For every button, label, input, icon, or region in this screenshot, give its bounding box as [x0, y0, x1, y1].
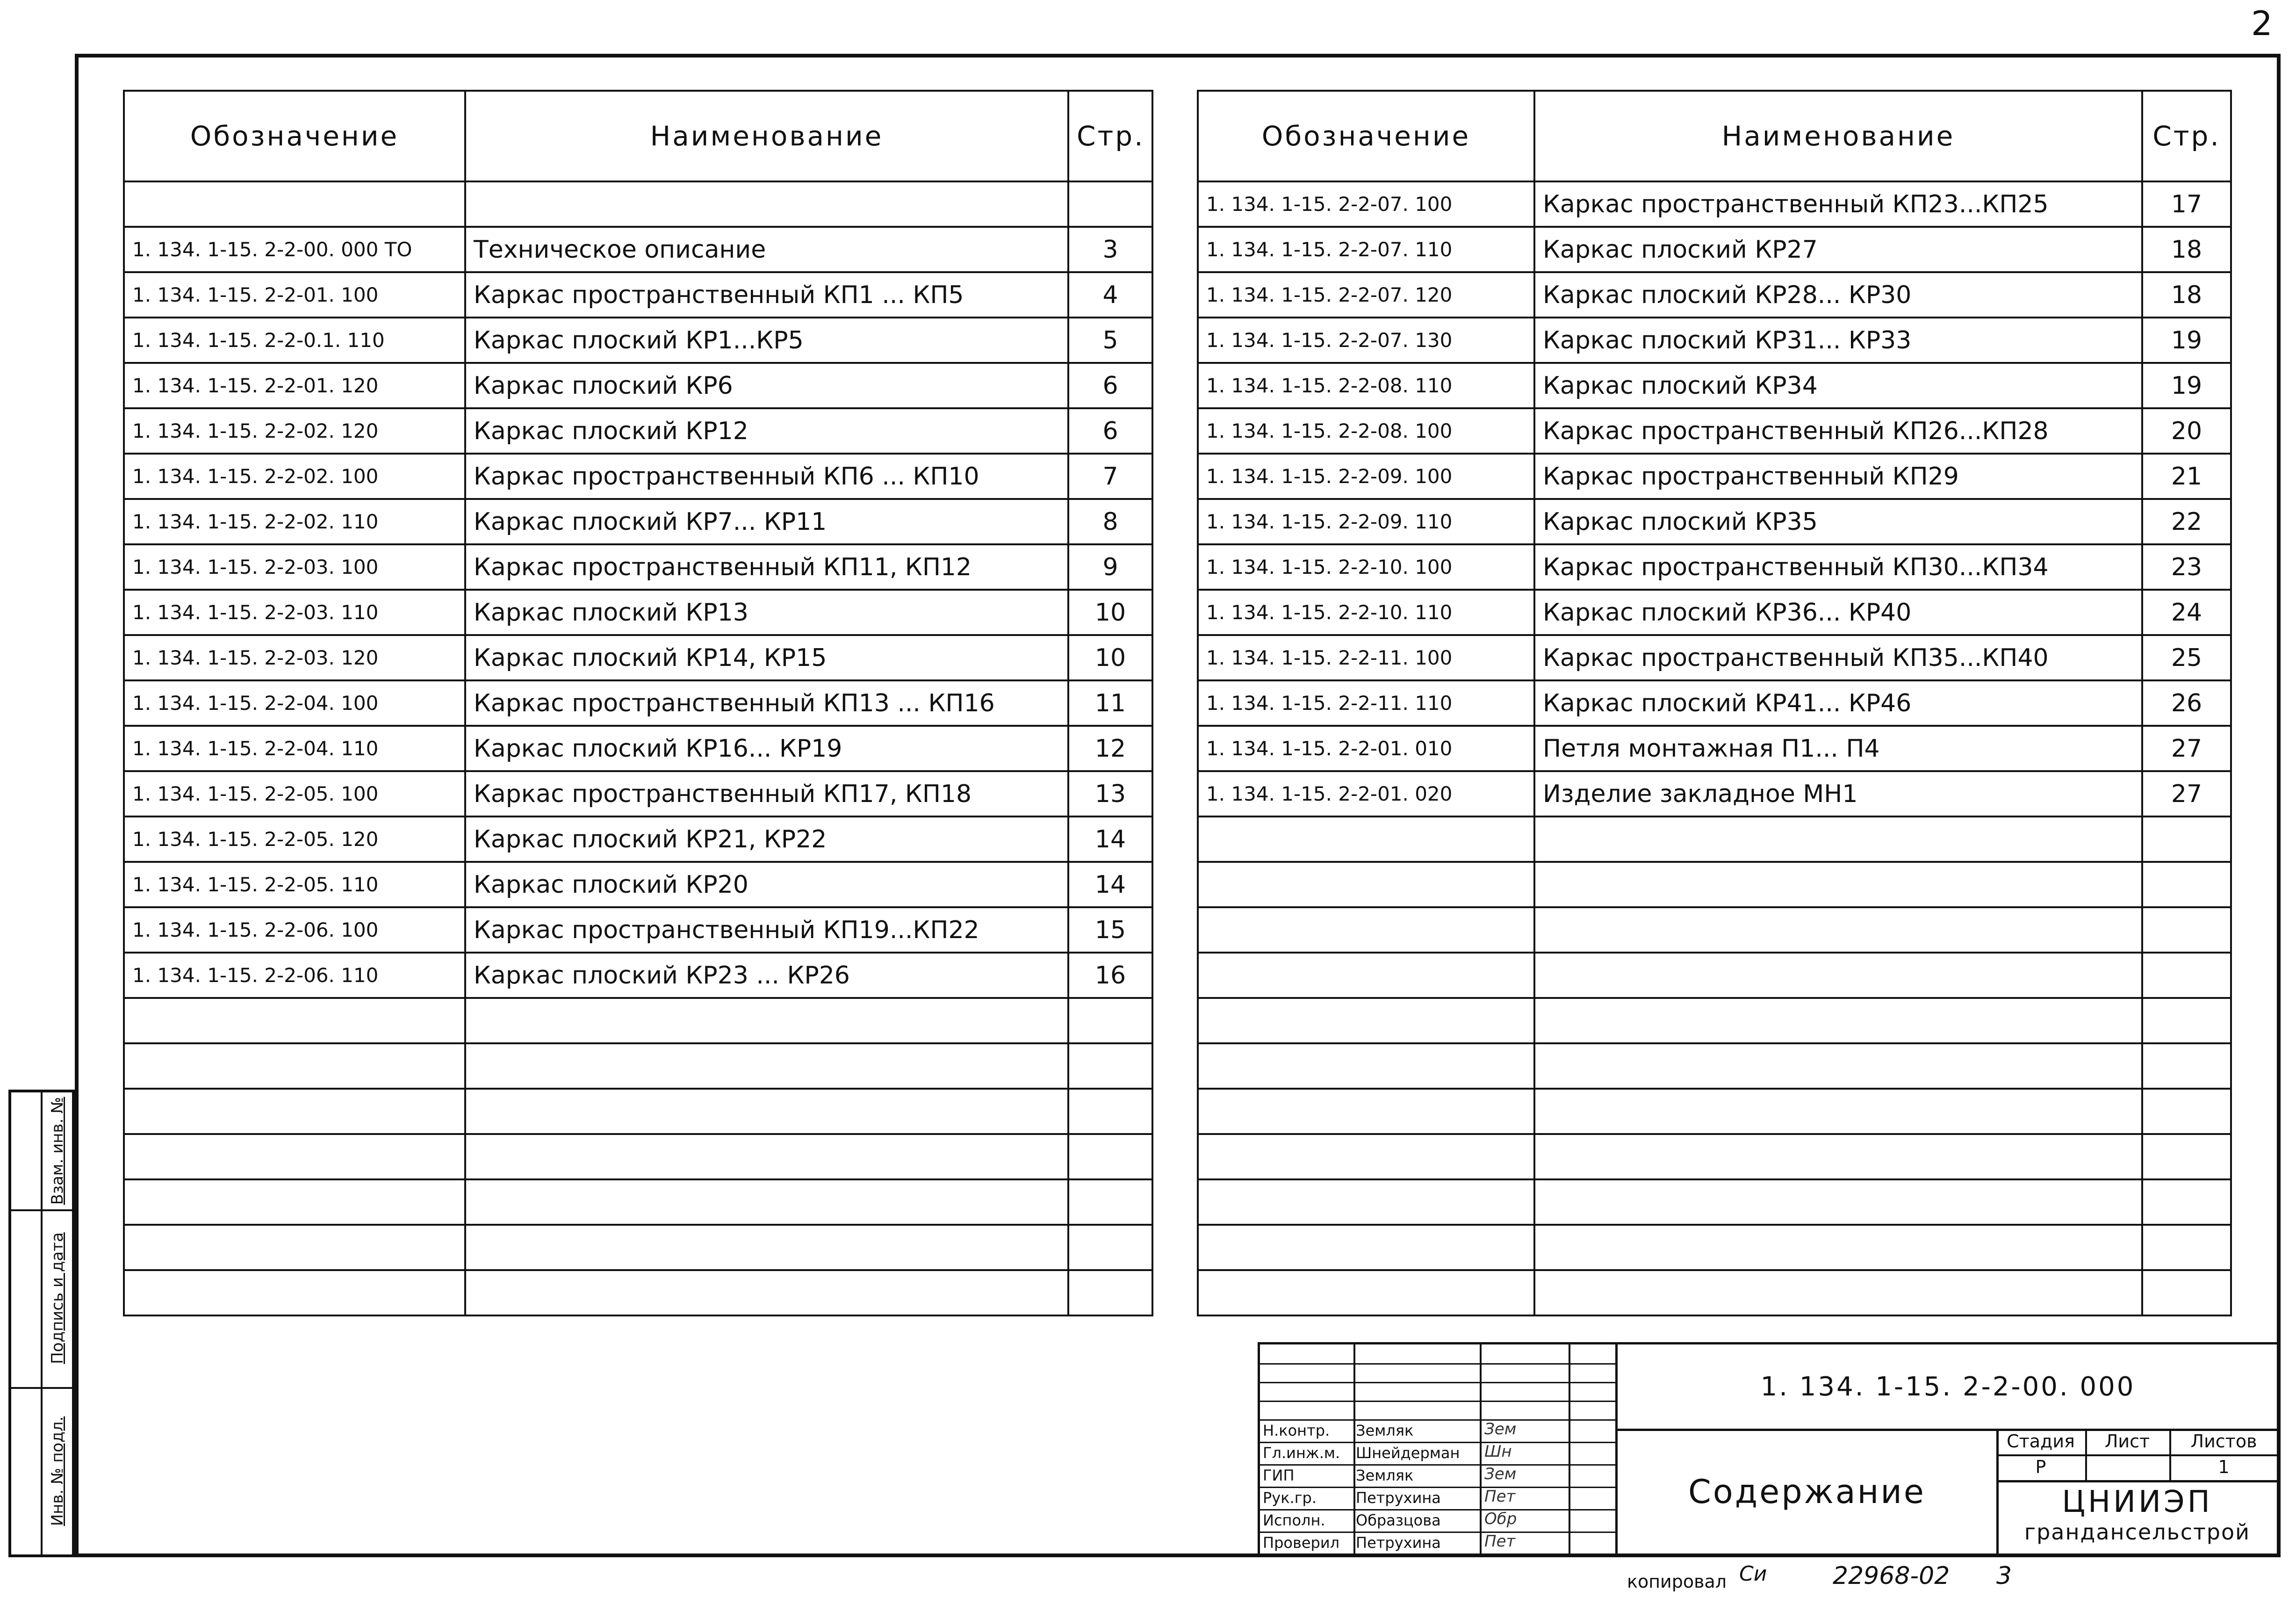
page-cell: 6 [1068, 363, 1152, 408]
page-cell [2142, 1225, 2231, 1270]
page-cell: 7 [1068, 454, 1152, 499]
page-cell: 23 [2142, 544, 2231, 590]
table-row-empty [1198, 1179, 2231, 1225]
page-cell: 18 [2142, 227, 2231, 272]
table-row [124, 318, 1152, 363]
code-cell: 1. 134. 1-15. 2-2-08. 110 [1198, 363, 1534, 408]
table-row-empty [1198, 1270, 2231, 1315]
page-cell: 21 [2142, 454, 2231, 499]
side-stamp-cell [43, 1209, 72, 1389]
name-cell: Каркас плоский КР14, КР15 [465, 635, 1068, 680]
table-row-empty [1198, 907, 2231, 953]
column-header-name: Наименование [465, 91, 1068, 181]
table-row-empty [1198, 1225, 2231, 1270]
code-cell: 1. 134. 1-15. 2-2-03. 110 [124, 590, 465, 635]
code-cell: 1. 134. 1-15. 2-2-05. 120 [124, 817, 465, 862]
table-row [1198, 590, 2231, 635]
table-row [124, 408, 1152, 454]
table-row [124, 590, 1152, 635]
code-cell: 1. 134. 1-15. 2-2-05. 110 [124, 862, 465, 907]
table-row [124, 544, 1152, 590]
code-cell [1198, 817, 1534, 862]
page-cell [1068, 1270, 1152, 1315]
code-cell [124, 1043, 465, 1089]
table-row [124, 272, 1152, 318]
table-header-row [124, 91, 1152, 181]
table-row [1198, 680, 2231, 726]
table-row [1198, 499, 2231, 544]
document-code: 1. 134. 1-15. 2-2-00. 000 [1618, 1344, 2278, 1431]
code-cell: 1. 134. 1-15. 2-2-10. 110 [1198, 590, 1534, 635]
page-cell: 25 [2142, 635, 2231, 680]
page-cell: 12 [1068, 726, 1152, 771]
signature-role: ГИП [1263, 1467, 1295, 1484]
organization-subname: грандансельстрой [2024, 1519, 2251, 1545]
signature-role: Гл.инж.м. [1263, 1444, 1340, 1462]
signature-row [1260, 1509, 1615, 1530]
page-cell [1068, 1225, 1152, 1270]
table-row [124, 227, 1152, 272]
name-cell: Петля монтажная П1... П4 [1534, 726, 2142, 771]
name-cell: Каркас пространственный КП30...КП34 [1534, 544, 2142, 590]
table-row [1198, 227, 2231, 272]
signature-role: Н.контр. [1263, 1422, 1330, 1439]
name-cell: Каркас плоский КР13 [465, 590, 1068, 635]
page-cell: 18 [2142, 272, 2231, 318]
code-cell [1198, 1134, 1534, 1179]
name-cell: Каркас плоский КР12 [465, 408, 1068, 454]
table-row-empty [124, 181, 1152, 227]
signature-row [1260, 1532, 1615, 1553]
table-row-empty [124, 998, 1152, 1043]
page-cell [2142, 1270, 2231, 1315]
name-cell: Каркас плоский КР28... КР30 [1534, 272, 2142, 318]
code-cell [1198, 1089, 1534, 1134]
page-cell: 4 [1068, 272, 1152, 318]
name-cell: Каркас пространственный КП19...КП22 [465, 907, 1068, 953]
page-cell [2142, 953, 2231, 998]
table-row [124, 817, 1152, 862]
table-row-empty [124, 1225, 1152, 1270]
signature-row [1260, 1442, 1615, 1463]
handwritten-signature: Зем [1484, 1420, 1517, 1438]
page-cell: 10 [1068, 635, 1152, 680]
code-cell [124, 1270, 465, 1315]
signature-name: Петрухина [1356, 1534, 1441, 1552]
code-cell [1198, 1225, 1534, 1270]
page-cell [1068, 1089, 1152, 1134]
code-cell: 1. 134. 1-15. 2-2-01. 010 [1198, 726, 1534, 771]
page-cell [1068, 1134, 1152, 1179]
name-cell [1534, 907, 2142, 953]
page-cell [2142, 1179, 2231, 1225]
name-cell: Каркас пространственный КП29 [1534, 454, 2142, 499]
name-cell: Изделие закладное МН1 [1534, 771, 2142, 817]
document-title: Содержание [1618, 1429, 1999, 1555]
handwritten-signature: Пет [1484, 1487, 1516, 1506]
code-cell [1198, 1043, 1534, 1089]
page-cell: 19 [2142, 363, 2231, 408]
signature-row-empty [1260, 1363, 1615, 1384]
signature-role: Рук.гр. [1263, 1489, 1317, 1507]
copied-label: копировал [1627, 1571, 1727, 1592]
signature-row-empty [1260, 1382, 1615, 1403]
code-cell: 1. 134. 1-15. 2-2-06. 100 [124, 907, 465, 953]
table-row [1198, 181, 2231, 227]
code-cell [124, 998, 465, 1043]
side-stamp-cell [43, 1387, 72, 1555]
page-cell [2142, 817, 2231, 862]
table-row [1198, 408, 2231, 454]
copier-signature: Си [1739, 1562, 1767, 1586]
code-cell: 1. 134. 1-15. 2-2-09. 100 [1198, 454, 1534, 499]
table-row-empty [1198, 1134, 2231, 1179]
code-cell [124, 1134, 465, 1179]
table-row-empty [124, 1270, 1152, 1315]
signature-row [1260, 1419, 1615, 1440]
table-row-empty [1198, 1043, 2231, 1089]
table-row [1198, 272, 2231, 318]
code-cell [124, 1089, 465, 1134]
handwritten-signature: Обр [1484, 1510, 1517, 1528]
signature-row-empty [1260, 1401, 1615, 1422]
code-cell: 1. 134. 1-15. 2-2-10. 100 [1198, 544, 1534, 590]
name-cell [1534, 1270, 2142, 1315]
page-cell: 10 [1068, 590, 1152, 635]
name-cell [465, 998, 1068, 1043]
code-cell [124, 1225, 465, 1270]
page-cell: 22 [2142, 499, 2231, 544]
name-cell [1534, 998, 2142, 1043]
code-cell: 1. 134. 1-15. 2-2-11. 100 [1198, 635, 1534, 680]
page-cell: 3 [1068, 227, 1152, 272]
sheet-value [2085, 1454, 2169, 1482]
signature-name: Земляк [1356, 1467, 1414, 1484]
handwritten-signature: Пет [1484, 1532, 1516, 1551]
name-cell: Каркас плоский КР21, КР22 [465, 817, 1068, 862]
page-cell [2142, 862, 2231, 907]
code-cell: 1. 134. 1-15. 2-2-02. 100 [124, 454, 465, 499]
name-cell [1534, 1134, 2142, 1179]
page-cell [1068, 1179, 1152, 1225]
page-cell: 5 [1068, 318, 1152, 363]
signature-role: Исполн. [1263, 1511, 1325, 1529]
name-cell [1534, 1043, 2142, 1089]
side-stamp-label: Взам. инв. № [48, 1097, 67, 1205]
sheets-value: 1 [2169, 1454, 2278, 1482]
signature-row [1260, 1487, 1615, 1508]
name-cell [465, 1043, 1068, 1089]
page-cell [2142, 1043, 2231, 1089]
table-row [124, 363, 1152, 408]
code-cell: 1. 134. 1-15. 2-2-01. 020 [1198, 771, 1534, 817]
name-cell [465, 1089, 1068, 1134]
name-cell: Каркас пространственный КП6 ... КП10 [465, 454, 1068, 499]
table-row [1198, 454, 2231, 499]
name-cell: Каркас пространственный КП1 ... КП5 [465, 272, 1068, 318]
name-cell [465, 1225, 1068, 1270]
column-header-code: Обозначение [1198, 91, 1534, 181]
side-stamp-label: Инв. № подл. [48, 1416, 67, 1526]
table-row-empty [1198, 953, 2231, 998]
table-row-empty [124, 1134, 1152, 1179]
stage-header: Стадия [1996, 1429, 2085, 1456]
signature-name: Петрухина [1356, 1489, 1441, 1507]
table-row [124, 771, 1152, 817]
contents-table-left [123, 90, 1153, 1316]
page-cell [2142, 998, 2231, 1043]
side-stamp-label: Подпись и дата [48, 1232, 67, 1364]
table-row [124, 454, 1152, 499]
name-cell: Каркас плоский КР41... КР46 [1534, 680, 2142, 726]
code-cell: 1. 134. 1-15. 2-2-04. 110 [124, 726, 465, 771]
page-cell: 8 [1068, 499, 1152, 544]
code-cell: 1. 134. 1-15. 2-2-07. 110 [1198, 227, 1534, 272]
sheets-cell [2169, 1429, 2278, 1480]
signature-grid [1258, 1342, 1618, 1557]
code-cell: 1. 134. 1-15. 2-2-01. 100 [124, 272, 465, 318]
page-cell: 14 [1068, 817, 1152, 862]
page-cell: 11 [1068, 680, 1152, 726]
page-cell [2142, 1089, 2231, 1134]
column-header-name: Наименование [1534, 91, 2142, 181]
side-stamp-cell [11, 1092, 41, 1211]
code-cell [1198, 862, 1534, 907]
table-row-empty [1198, 1089, 2231, 1134]
side-stamp-cell [11, 1209, 41, 1389]
code-cell [1198, 1270, 1534, 1315]
side-stamp-cell [43, 1092, 72, 1211]
signature-row [1260, 1464, 1615, 1485]
page-cell: 17 [2142, 181, 2231, 227]
table-row [1198, 544, 2231, 590]
page-cell: 15 [1068, 907, 1152, 953]
table-row [124, 635, 1152, 680]
page-cell: 20 [2142, 408, 2231, 454]
side-stamp-label-column [43, 1092, 72, 1554]
table-row [1198, 318, 2231, 363]
code-cell: 1. 134. 1-15. 2-2-06. 110 [124, 953, 465, 998]
code-cell: 1. 134. 1-15. 2-2-03. 120 [124, 635, 465, 680]
code-cell [1198, 998, 1534, 1043]
page-cell: 16 [1068, 953, 1152, 998]
name-cell: Каркас плоский КР23 ... КР26 [465, 953, 1068, 998]
page-cell: 27 [2142, 771, 2231, 817]
table-row [124, 862, 1152, 907]
name-cell [1534, 953, 2142, 998]
handwritten-signature: Зем [1484, 1465, 1517, 1483]
page-cell: 14 [1068, 862, 1152, 907]
name-cell [1534, 1179, 2142, 1225]
stage-value: Р [1996, 1454, 2085, 1482]
name-cell: Каркас плоский КР27 [1534, 227, 2142, 272]
title-block-main [1618, 1342, 2281, 1557]
sheets-header: Листов [2169, 1429, 2278, 1456]
code-cell: 1. 134. 1-15. 2-2-08. 100 [1198, 408, 1534, 454]
name-cell: Каркас плоский КР31... КР33 [1534, 318, 2142, 363]
name-cell: Каркас плоский КР35 [1534, 499, 2142, 544]
side-stamp [8, 1090, 75, 1557]
page-cell: 13 [1068, 771, 1152, 817]
code-cell: 1. 134. 1-15. 2-2-0.1. 110 [124, 318, 465, 363]
table-row [124, 953, 1152, 998]
code-cell: 1. 134. 1-15. 2-2-09. 110 [1198, 499, 1534, 544]
page-cell: 26 [2142, 680, 2231, 726]
code-cell: 1. 134. 1-15. 2-2-03. 100 [124, 544, 465, 590]
name-cell: Каркас пространственный КП26...КП28 [1534, 408, 2142, 454]
page-cell [2142, 907, 2231, 953]
side-stamp-column [11, 1092, 43, 1554]
name-cell [465, 1270, 1068, 1315]
title-block [1258, 1342, 2281, 1557]
code-cell: 1. 134. 1-15. 2-2-11. 110 [1198, 680, 1534, 726]
name-cell: Каркас плоский КР36... КР40 [1534, 590, 2142, 635]
code-cell [1198, 907, 1534, 953]
order-number: 22968-02 [1833, 1562, 1950, 1590]
name-cell: Каркас пространственный КП17, КП18 [465, 771, 1068, 817]
side-stamp-cell [11, 1387, 41, 1555]
signature-name: Образцова [1356, 1511, 1441, 1529]
code-cell: 1. 134. 1-15. 2-2-07. 100 [1198, 181, 1534, 227]
name-cell: Каркас плоский КР7... КР11 [465, 499, 1068, 544]
code-cell: 1. 134. 1-15. 2-2-07. 130 [1198, 318, 1534, 363]
name-cell [1534, 1225, 2142, 1270]
name-cell [1534, 1089, 2142, 1134]
table-row-empty [124, 1179, 1152, 1225]
column-header-page: Стр. [2142, 91, 2231, 181]
name-cell [1534, 817, 2142, 862]
code-cell: 1. 134. 1-15. 2-2-01. 120 [124, 363, 465, 408]
table-row-empty [1198, 998, 2231, 1043]
signature-name: Земляк [1356, 1422, 1414, 1439]
name-cell: Каркас плоский КР16... КР19 [465, 726, 1068, 771]
code-cell [1198, 953, 1534, 998]
page-cell [1068, 998, 1152, 1043]
column-header-code: Обозначение [124, 91, 465, 181]
code-cell: 1. 134. 1-15. 2-2-02. 110 [124, 499, 465, 544]
organization-name: ЦНИИЭП [2062, 1485, 2213, 1519]
name-cell [1534, 862, 2142, 907]
table-row [124, 499, 1152, 544]
stage-table [1996, 1429, 2278, 1480]
table-row [124, 726, 1152, 771]
contents-table-right [1197, 90, 2232, 1316]
name-cell: Техническое описание [465, 227, 1068, 272]
name-cell: Каркас плоский КР20 [465, 862, 1068, 907]
page-cell: 19 [2142, 318, 2231, 363]
code-cell [1198, 1179, 1534, 1225]
name-cell: Каркас пространственный КП35...КП40 [1534, 635, 2142, 680]
table-row [124, 907, 1152, 953]
table-row [1198, 771, 2231, 817]
name-cell: Каркас пространственный КП13 ... КП16 [465, 680, 1068, 726]
table-header-row [1198, 91, 2231, 181]
code-cell: 1. 134. 1-15. 2-2-00. 000 ТО [124, 227, 465, 272]
page-cell [2142, 1134, 2231, 1179]
code-cell: 1. 134. 1-15. 2-2-07. 120 [1198, 272, 1534, 318]
table-row-empty [124, 1043, 1152, 1089]
code-cell: 1. 134. 1-15. 2-2-04. 100 [124, 680, 465, 726]
page-number: 2 [2251, 4, 2273, 43]
name-cell [465, 1179, 1068, 1225]
page-cell: 9 [1068, 544, 1152, 590]
page-cell: 6 [1068, 408, 1152, 454]
table-row [1198, 726, 2231, 771]
code-cell: 1. 134. 1-15. 2-2-02. 120 [124, 408, 465, 454]
stage-cell [1996, 1429, 2087, 1480]
signature-role: Проверил [1263, 1534, 1340, 1552]
handwritten-signature: Шн [1484, 1442, 1512, 1461]
code-cell [124, 1179, 465, 1225]
name-cell: Каркас плоский КР6 [465, 363, 1068, 408]
signature-name: Шнейдерман [1356, 1444, 1460, 1462]
table-row-empty [124, 1089, 1152, 1134]
name-cell: Каркас пространственный КП23...КП25 [1534, 181, 2142, 227]
table-row [124, 680, 1152, 726]
name-cell: Каркас пространственный КП11, КП12 [465, 544, 1068, 590]
name-cell: Каркас плоский КР34 [1534, 363, 2142, 408]
page-cell: 27 [2142, 726, 2231, 771]
organization [1996, 1480, 2278, 1555]
code-cell: 1. 134. 1-15. 2-2-05. 100 [124, 771, 465, 817]
table-row [1198, 635, 2231, 680]
sheet-header: Лист [2085, 1429, 2169, 1456]
sheet-cell [2085, 1429, 2171, 1480]
name-cell: Каркас плоский КР1...КР5 [465, 318, 1068, 363]
sheet-mark: 3 [1996, 1562, 2012, 1590]
table-row-empty [1198, 862, 2231, 907]
page-cell: 24 [2142, 590, 2231, 635]
name-cell [465, 1134, 1068, 1179]
table-row [1198, 363, 2231, 408]
column-header-page: Стр. [1068, 91, 1152, 181]
page-cell [1068, 1043, 1152, 1089]
table-row-empty [1198, 817, 2231, 862]
